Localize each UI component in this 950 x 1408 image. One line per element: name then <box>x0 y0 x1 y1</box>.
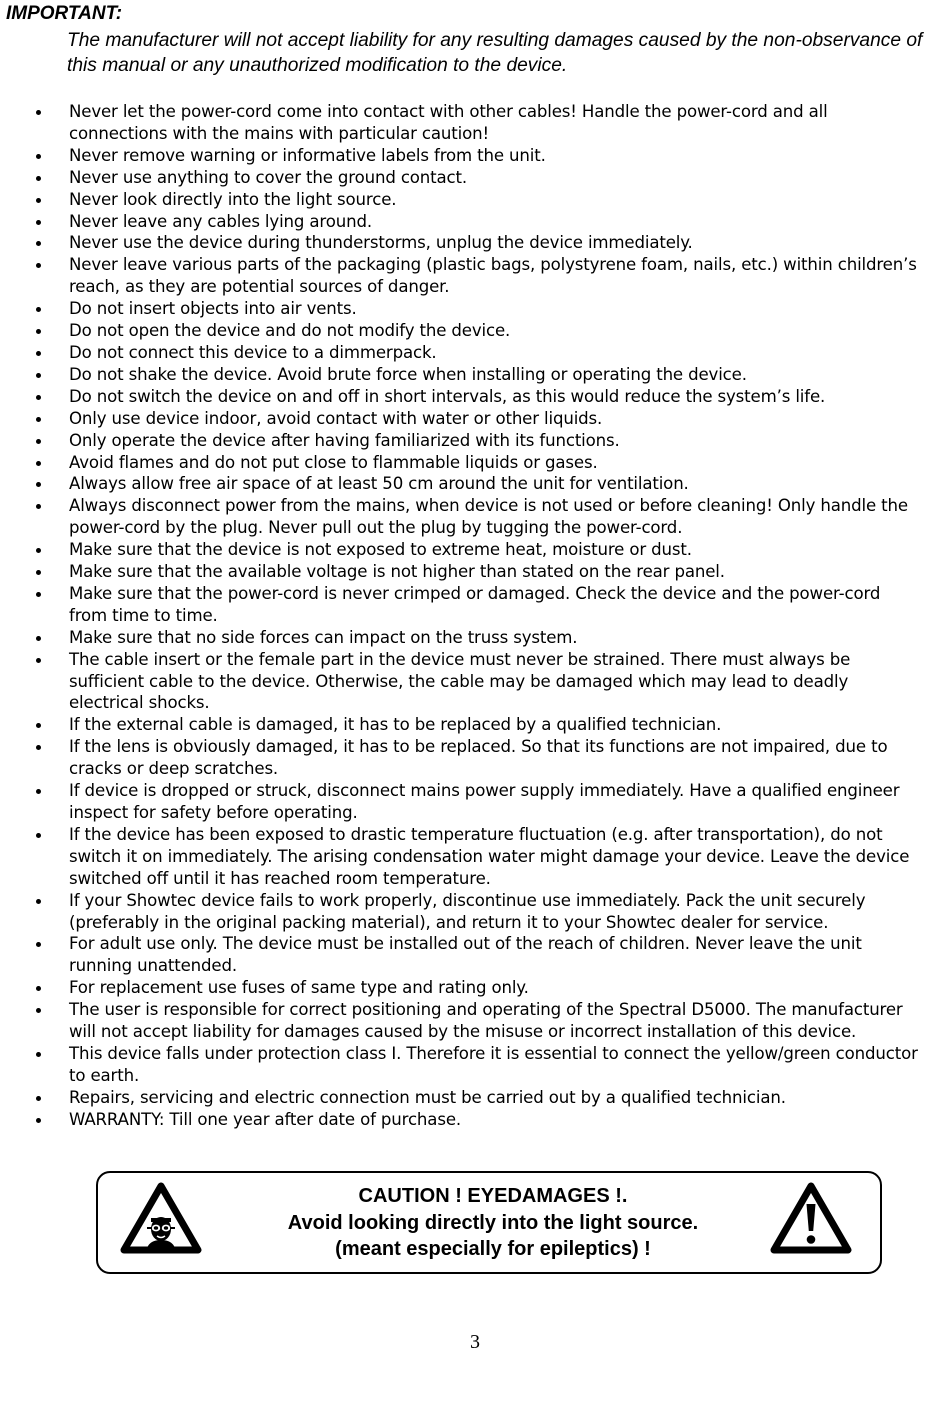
bullet-icon <box>36 482 41 487</box>
bullet-icon <box>36 351 41 356</box>
caution-line-1: CAUTION ! EYEDAMAGES !. <box>358 1185 628 1207</box>
list-item-text: Only use device indoor, avoid contact with water or other liquids. <box>69 408 603 428</box>
bullet-icon <box>36 154 41 159</box>
bullet-icon <box>36 220 41 225</box>
bullet-icon <box>36 986 41 991</box>
list-item-text: Avoid flames and do not put close to flammable liquids or gases. <box>69 452 598 472</box>
list-item <box>0 145 950 167</box>
caution-box <box>96 1171 882 1274</box>
list-item <box>0 386 950 408</box>
list-item-text: Do not shake the device. Avoid brute force when installing or operating the device. <box>69 364 747 384</box>
list-item <box>0 232 950 254</box>
bullet-icon <box>36 395 41 400</box>
safety-instructions-list <box>0 101 950 1131</box>
list-item <box>0 408 950 430</box>
bullet-icon <box>36 417 41 422</box>
list-item <box>0 539 950 561</box>
bullet-icon <box>36 636 41 641</box>
caution-line-3: (meant especially for epileptics) ! <box>335 1238 651 1260</box>
list-item-text: Only operate the device after having familiarized with its functions. <box>69 430 620 450</box>
list-item <box>0 320 950 342</box>
list-item <box>0 254 950 298</box>
list-item <box>0 977 950 999</box>
list-item <box>0 1043 950 1087</box>
bullet-icon <box>36 198 41 203</box>
list-item <box>0 101 950 145</box>
list-item-text: Make sure that the device is not exposed to extreme heat, moisture or dust. <box>69 540 692 560</box>
bullet-icon <box>36 592 41 597</box>
list-item <box>0 298 950 320</box>
list-item <box>0 890 950 934</box>
list-item <box>0 583 950 627</box>
list-item-text: Never use the device during thunderstorms, unplug the device immediately. <box>69 233 693 253</box>
exclamation-warning-icon <box>770 1182 852 1254</box>
bullet-icon <box>36 461 41 466</box>
bullet-icon <box>36 570 41 575</box>
bullet-icon <box>36 263 41 268</box>
list-item <box>0 167 950 189</box>
list-item-text: The cable insert or the female part in the device must never be strained. There must always be sufficient cable to the device. Otherwise, the cable may be damaged which may lead to deadly electrical shocks. <box>69 649 851 713</box>
important-heading: IMPORTANT: <box>6 3 123 24</box>
bullet-icon <box>36 110 41 115</box>
list-item <box>0 714 950 736</box>
bullet-icon <box>36 548 41 553</box>
bullet-icon <box>36 373 41 378</box>
list-item <box>0 649 950 715</box>
list-item-text: This device falls under protection class I. Therefore it is essential to connect the yellow/green conductor to earth. <box>69 1043 918 1085</box>
list-item-text: Never use anything to cover the ground contact. <box>69 167 468 187</box>
list-item-text: The user is responsible for correct positioning and operating of the Spectral D5000. The manufacturer will not accept liability for damages caused by the misuse or incorrect installation of this device. <box>69 1000 903 1042</box>
list-item-text: Always allow free air space of at least 50 cm around the unit for ventilation. <box>69 474 689 494</box>
bullet-icon <box>36 176 41 181</box>
list-item <box>0 189 950 211</box>
bullet-icon <box>36 789 41 794</box>
bullet-icon <box>36 833 41 838</box>
list-item-text: Always disconnect power from the mains, when device is not used or before cleaning! Only handle the power-cord by the plug. Never pull out the plug by tugging the power-cord. <box>69 496 908 538</box>
list-item <box>0 933 950 977</box>
bullet-icon <box>36 329 41 334</box>
bullet-icon <box>36 307 41 312</box>
list-item-text: Do not switch the device on and off in short intervals, as this would reduce the system’s life. <box>69 386 826 406</box>
list-item-text: Repairs, servicing and electric connection must be carried out by a qualified technician. <box>69 1087 786 1107</box>
list-item-text: Make sure that the available voltage is not higher than stated on the rear panel. <box>69 562 725 582</box>
page-number: 3 <box>470 1331 480 1353</box>
bullet-icon <box>36 745 41 750</box>
list-item-text: If the device has been exposed to drastic temperature fluctuation (e.g. after transportation), do not switch it on immediately. The arising condensation water might damage your device. Leave the device switched off until it has reached room temperature. <box>69 824 910 888</box>
list-item <box>0 342 950 364</box>
list-item <box>0 824 950 890</box>
list-item-text: For replacement use fuses of same type and rating only. <box>69 978 529 998</box>
list-item-text: Do not open the device and do not modify the device. <box>69 321 511 341</box>
caution-line-2: Avoid looking directly into the light source. <box>287 1211 699 1234</box>
list-item-text: Never leave various parts of the packaging (plastic bags, polystyrene foam, nails, etc.) within children’s reach, as they are potential sources of danger. <box>69 255 917 297</box>
bullet-icon <box>36 241 41 246</box>
list-item-text: Make sure that no side forces can impact on the truss system. <box>69 627 578 647</box>
bullet-icon <box>36 1052 41 1057</box>
list-item <box>0 211 950 233</box>
list-item-text: If the external cable is damaged, it has to be replaced by a qualified technician. <box>69 715 722 735</box>
list-item-text: If the lens is obviously damaged, it has to be replaced. So that its functions are not impaired, due to cracks or deep scratches. <box>69 737 888 779</box>
liability-note: The manufacturer will not accept liability for any resulting damages caused by the non-observance of this manual or any unauthorized modification to the device. <box>67 30 923 76</box>
list-item-text: If device is dropped or struck, disconnect mains power supply immediately. Have a qualified engineer inspect for safety before operating. <box>69 781 900 822</box>
bullet-icon <box>36 723 41 728</box>
bullet-icon <box>36 1118 41 1123</box>
list-item-text: If your Showtec device fails to work properly, discontinue use immediately. Pack the unit securely (preferably in the original packing material), and return it to your Showtec dealer for service. <box>69 890 866 932</box>
bullet-icon <box>36 1008 41 1013</box>
list-item-text: Never look directly into the light source. <box>69 189 397 209</box>
list-item <box>0 364 950 386</box>
list-item-text: Never leave any cables lying around. <box>69 211 372 231</box>
list-item-text: Never remove warning or informative labels from the unit. <box>69 145 546 165</box>
list-item <box>0 780 950 824</box>
list-item <box>0 1087 950 1109</box>
bullet-icon <box>36 942 41 947</box>
bullet-icon <box>36 439 41 444</box>
bullet-icon <box>36 658 41 663</box>
eye-protection-warning-icon <box>120 1182 202 1254</box>
list-item <box>0 495 950 539</box>
list-item-text: WARRANTY: Till one year after date of purchase. <box>69 1109 462 1129</box>
list-item <box>0 736 950 780</box>
list-item <box>0 473 950 495</box>
bullet-icon <box>36 504 41 509</box>
list-item <box>0 430 950 452</box>
list-item <box>0 561 950 583</box>
list-item <box>0 627 950 649</box>
bullet-icon <box>36 1096 41 1101</box>
list-item-text: Do not connect this device to a dimmerpack. <box>69 342 437 362</box>
caution-message <box>248 1183 738 1263</box>
list-item <box>0 452 950 474</box>
list-item <box>0 999 950 1043</box>
bullet-icon <box>36 899 41 904</box>
list-item-text: Never let the power-cord come into contact with other cables! Handle the power-cord and all connections with the mains with particular caution! <box>69 102 828 143</box>
list-item <box>0 1109 950 1131</box>
list-item-text: Do not insert objects into air vents. <box>69 299 357 319</box>
list-item-text: Make sure that the power-cord is never crimped or damaged. Check the device and the power-cord from time to time. <box>69 583 881 625</box>
list-item-text: For adult use only. The device must be installed out of the reach of children. Never leave the unit running unattended. <box>69 934 862 976</box>
